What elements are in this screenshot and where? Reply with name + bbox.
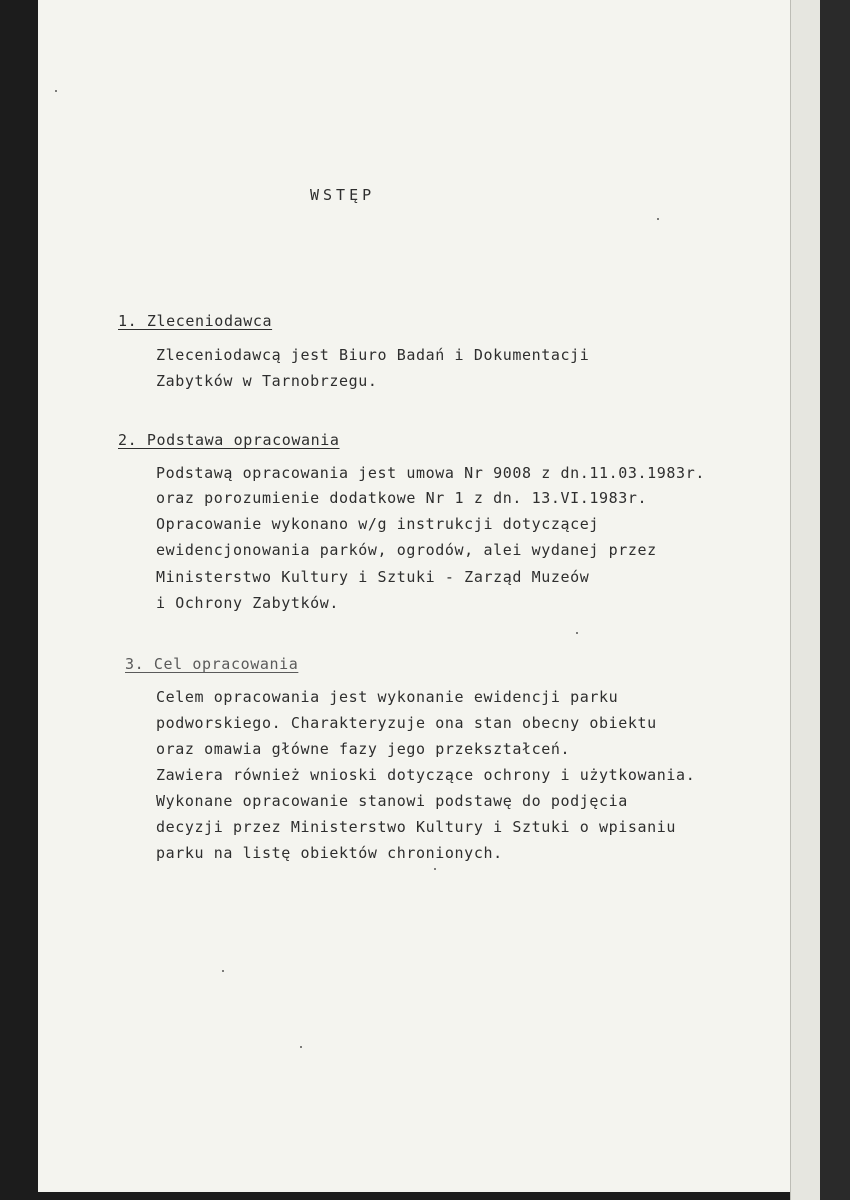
section-2-line: Podstawą opracowania jest umowa Nr 9008 z dn.11.03.1983r. [156,464,705,482]
section-1-line: Zabytków w Tarnobrzegu. [156,372,378,390]
section-3-line: oraz omawia główne fazy jego przekształceń. [156,740,571,758]
section-2-line: ewidencjonowania parków, ogrodów, alei wydanej przez [156,541,657,559]
section-3-line: Celem opracowania jest wykonanie ewidencji parku [156,688,619,706]
section-3-line: decyzji przez Ministerstwo Kultury i Sztuki o wpisaniu [156,818,677,836]
scan-speck [55,90,57,92]
section-2-line: Opracowanie wykonano w/g instrukcji dotyczącej [156,515,600,533]
section-title-1: 1. Zleceniodawca [118,312,273,330]
scan-speck [300,1046,302,1048]
scan-speck [434,868,436,870]
section-3-line: podworskiego. Charakteryzuje ona stan obecny obiektu [156,714,657,732]
section-1-line: Zleceniodawcą jest Biuro Badań i Dokumentacji [156,346,590,364]
section-3-line: Wykonane opracowanie stanowi podstawę do podjęcia [156,792,628,810]
page-edge [790,0,821,1200]
scan-speck [576,632,578,634]
scan-border [820,0,850,1200]
section-title-2: 2. Podstawa opracowania [118,431,340,449]
section-3-line: Zawiera również wnioski dotyczące ochrony i użytkowania. [156,766,696,784]
paper-sheet [38,0,790,1192]
section-2-line: Ministerstwo Kultury i Sztuki - Zarząd Muzeów [156,568,590,586]
page-heading: WSTĘP [310,186,376,204]
section-title-3: 3. Cel opracowania [125,655,299,673]
section-2-line: oraz porozumienie dodatkowe Nr 1 z dn. 13.VI.1983r. [156,489,648,507]
section-3-line: parku na listę obiektów chronionych. [156,844,503,862]
section-2-line: i Ochrony Zabytków. [156,594,339,612]
scan-speck [657,218,659,220]
scan-speck [222,970,224,972]
